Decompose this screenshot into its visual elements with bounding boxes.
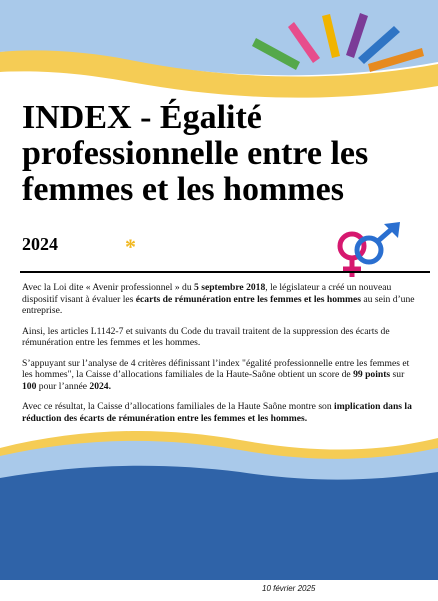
divider-line bbox=[20, 271, 430, 273]
paragraph-text: Ainsi, les articles L1142-7 et suivants du Code du travail traitent de la suppression des écarts de rémunération entre les femmes et les hommes. bbox=[22, 325, 390, 348]
body-paragraph bbox=[22, 401, 418, 424]
body-paragraph bbox=[22, 358, 418, 393]
asterisk-mark: * bbox=[125, 234, 136, 259]
footer-banner bbox=[0, 428, 438, 580]
emphasis-text: 100 bbox=[22, 380, 37, 392]
emphasis-text: implication dans la réduction des écarts de rémunération entre les femmes et les hommes. bbox=[22, 401, 412, 424]
paragraph-text: pour l’année bbox=[36, 380, 90, 392]
year-label: 2024 bbox=[22, 234, 58, 254]
paragraph-text: S’appuyant sur l’analyse de 4 critères définissant l’index "égalité professionnelle entre les femmes et les hommes", la Caisse d’allocations familiales de la Haute-Saône obtient un score de bbox=[22, 357, 410, 380]
emphasis-text: écarts de rémunération entre les femmes et les hommes bbox=[135, 293, 361, 305]
footer-date: 10 février 2025 bbox=[262, 584, 316, 593]
paragraph-text: , le législateur a créé un nouveau dispositif visant à évaluer les bbox=[22, 282, 392, 305]
paragraph-text: sur bbox=[390, 369, 405, 380]
paragraph-text: au sein d’une entreprise. bbox=[22, 293, 415, 316]
emphasis-text: 99 points bbox=[353, 369, 391, 380]
paragraph-text: Avec la Loi dite « Avenir professionnel » du bbox=[22, 282, 195, 293]
emphasis-text: 5 septembre 2018 bbox=[194, 282, 266, 293]
header-banner bbox=[0, 0, 438, 110]
body-paragraph bbox=[22, 282, 418, 317]
body-text bbox=[22, 282, 418, 433]
emphasis-text: 2024. bbox=[89, 380, 111, 392]
body-paragraph bbox=[22, 326, 418, 349]
paragraph-text: Avec ce résultat, la Caisse d’allocations familiales de la Haute Saône montre son bbox=[22, 401, 335, 412]
page-title: INDEX - Égalité professionnelle entre les femmes et les hommes bbox=[22, 99, 369, 208]
